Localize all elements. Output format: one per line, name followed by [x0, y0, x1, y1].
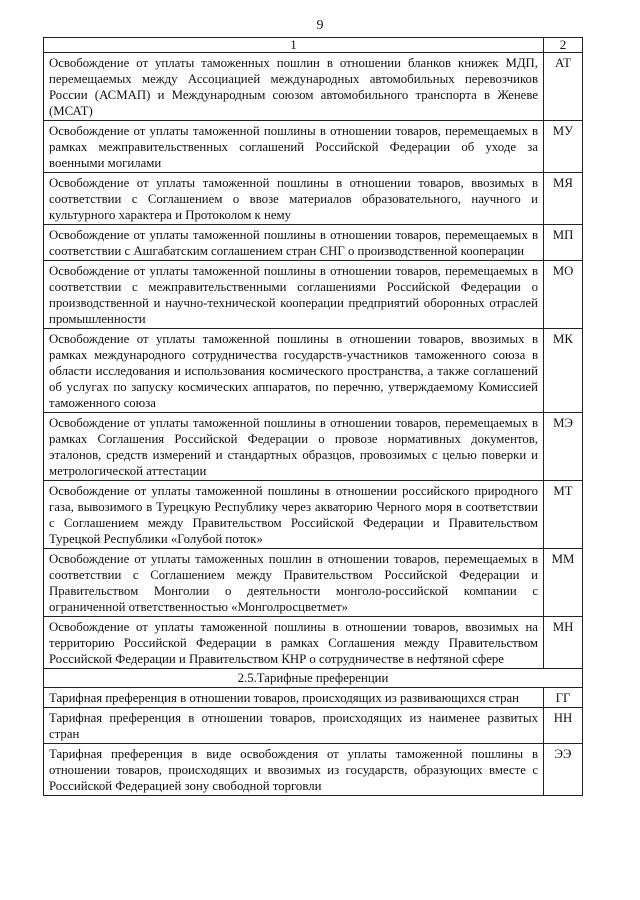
table-row — [44, 225, 583, 261]
row-description: Освобождение от уплаты таможенной пошлины в отношении товаров, ввозимых на территорию Российской Федерации в рамках Соглашения между Правительством Российской Федерации и Правительством КНР о сотрудничестве в нефтяной сфере — [44, 617, 544, 669]
row-description: Освобождение от уплаты таможенной пошлины в отношении товаров, ввозимых в соответствии с Соглашением о ввозе материалов образовательного, научного и культурного характера и Протоколом к нему — [44, 173, 544, 225]
table-row — [44, 481, 583, 549]
row-code: МЭ — [544, 413, 583, 481]
table-row — [44, 413, 583, 481]
row-code: МТ — [544, 481, 583, 549]
row-description: Освобождение от уплаты таможенных пошлин в отношении бланков книжек МДП, перемещаемых между Ассоциацией международных автомобильных перевозчиков России (АСМАП) и Международным союзом автомобильного транспорта в Женеве (МСАТ) — [44, 53, 544, 121]
section-title: 2.5.Тарифные преференции — [44, 669, 583, 688]
table-row — [44, 688, 583, 708]
column-header-1: 1 — [44, 38, 544, 53]
row-code: МК — [544, 329, 583, 413]
row-code: МЯ — [544, 173, 583, 225]
row-description: Освобождение от уплаты таможенной пошлины в отношении товаров, перемещаемых в соответствии с межправительственными соглашениями Российской Федерации о производственной и научно-технической кооперации предприятий оборонных отраслей промышленности — [44, 261, 544, 329]
table-header-row — [44, 38, 583, 53]
table-row — [44, 53, 583, 121]
row-description: Освобождение от уплаты таможенной пошлины в отношении товаров, перемещаемых в рамках Соглашения Российской Федерации о провозе нормативных документов, эталонов, средств измерений и стандартных образцов, провозимых с целью поверки и метрологической аттестации — [44, 413, 544, 481]
table-row — [44, 708, 583, 744]
row-code: МН — [544, 617, 583, 669]
row-description: Освобождение от уплаты таможенной пошлины в отношении товаров, ввозимых в рамках международного сотрудничества государств-участников таможенного союза в области исследования и использования космического пространства, а также соглашений об услугах по запуску космических аппаратов, по перечню, утверждаемому Комиссией таможенного союза — [44, 329, 544, 413]
row-code: ММ — [544, 549, 583, 617]
row-description: Освобождение от уплаты таможенной пошлины в отношении товаров, перемещаемых в рамках межправительственных соглашений Российской Федерации об уходе за военными могилами — [44, 121, 544, 173]
row-code: ГГ — [544, 688, 583, 708]
row-code: ЭЭ — [544, 744, 583, 796]
column-header-2: 2 — [544, 38, 583, 53]
row-code: НН — [544, 708, 583, 744]
table-row — [44, 744, 583, 796]
table-row — [44, 549, 583, 617]
row-code: МП — [544, 225, 583, 261]
table-row — [44, 173, 583, 225]
row-code: МО — [544, 261, 583, 329]
customs-codes-table — [43, 37, 583, 796]
table-row — [44, 617, 583, 669]
table-row — [44, 121, 583, 173]
row-description: Тарифная преференция в отношении товаров, происходящих из наименее развитых стран — [44, 708, 544, 744]
row-description: Освобождение от уплаты таможенных пошлин в отношении товаров, перемещаемых в соответствии с Соглашением между Правительством Российской Федерации и Правительством Монголии о деятельности монголо-российской компании с ограниченной ответственностью «Монголросцветмет» — [44, 549, 544, 617]
row-description: Освобождение от уплаты таможенной пошлины в отношении товаров, перемещаемых в соответствии с Ашгабатским соглашением стран СНГ о производственной кооперации — [44, 225, 544, 261]
section-heading-row — [44, 669, 583, 688]
page-number: 9 — [316, 18, 324, 33]
row-code: МУ — [544, 121, 583, 173]
row-description: Освобождение от уплаты таможенной пошлины в отношении российского природного газа, вывозимого в Турецкую Республику через акваторию Черного моря в соответствии с Соглашением между Правительством Российской Федерации и Правительством Турецкой Республики «Голубой поток» — [44, 481, 544, 549]
table-row — [44, 261, 583, 329]
row-code: АТ — [544, 53, 583, 121]
table-row — [44, 329, 583, 413]
row-description: Тарифная преференция в виде освобождения от уплаты таможенной пошлины в отношении товаров, происходящих и ввозимых из государств, образующих вместе с Российской Федерацией зону свободной торговли — [44, 744, 544, 796]
row-description: Тарифная преференция в отношении товаров, происходящих из развивающихся стран — [44, 688, 544, 708]
